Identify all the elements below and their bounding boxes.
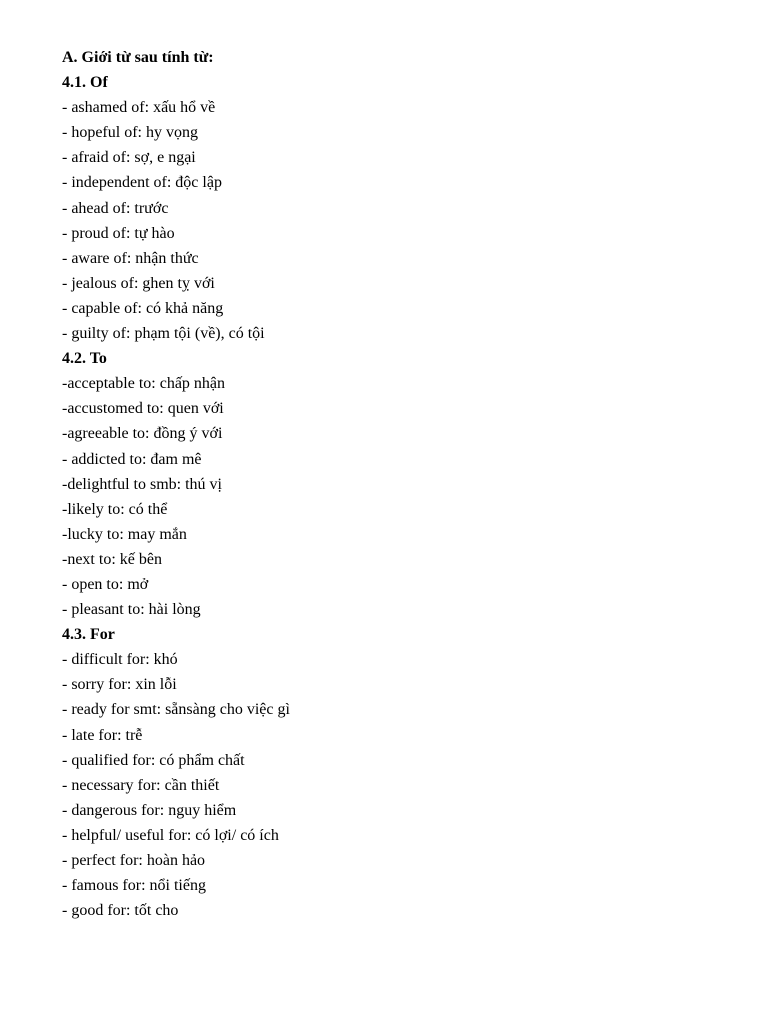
section-heading-to: 4.2. To [62, 350, 107, 368]
list-item: -lucky to: may mắn [62, 525, 187, 543]
list-item: - late for: trễ [62, 726, 143, 744]
list-item: - hopeful of: hy vọng [62, 124, 198, 142]
section-for [62, 622, 742, 923]
list-item: - perfect for: hoàn hảo [62, 852, 206, 869]
list-item: - addicted to: đam mê [62, 450, 202, 468]
list-item: - sorry for: xin lỗi [62, 676, 177, 694]
list-item: - ready for smt: sẵnsàng cho việc gì [62, 701, 290, 719]
list-item: - famous for: nổi tiếng [62, 877, 206, 895]
list-item: - independent of: độc lập [62, 174, 222, 192]
list-item: -delightful to smb: thú vị [62, 475, 222, 493]
section-to [62, 346, 742, 622]
list-item: -agreeable to: đồng ý với [62, 425, 223, 443]
list-item: - ahead of: trước [62, 199, 169, 217]
list-item: - qualified for: có phẩm chất [62, 751, 245, 769]
section-heading-of: 4.1. Of [62, 74, 108, 92]
list-item: - aware of: nhận thức [62, 249, 199, 267]
list-item: - dangerous for: nguy hiểm [62, 801, 237, 819]
list-item: - open to: mở [62, 575, 149, 593]
document-title: A. Giới từ sau tính từ: [62, 49, 214, 66]
list-item: - pleasant to: hài lòng [62, 601, 201, 619]
list-item: - necessary for: cần thiết [62, 776, 220, 794]
list-item: - guilty of: phạm tội (về), có tội [62, 325, 265, 343]
list-item: - helpful/ useful for: có lợi/ có ích [62, 826, 279, 844]
list-item: - ashamed of: xấu hổ về [62, 99, 216, 117]
list-item: - proud of: tự hào [62, 224, 175, 242]
list-item: -acceptable to: chấp nhận [62, 375, 226, 393]
list-item: -accustomed to: quen với [62, 400, 224, 418]
list-item: - capable of: có khả năng [62, 299, 224, 317]
section-heading-for: 4.3. For [62, 626, 115, 644]
list-item: - jealous of: ghen tỵ với [62, 274, 215, 292]
list-item: - good for: tốt cho [62, 902, 179, 920]
list-item: -likely to: có thể [62, 500, 168, 518]
list-item: - afraid of: sợ, e ngại [62, 149, 196, 167]
list-item: - difficult for: khó [62, 651, 178, 669]
document-page [62, 45, 742, 923]
section-of [62, 70, 742, 346]
list-item: -next to: kế bên [62, 550, 162, 568]
